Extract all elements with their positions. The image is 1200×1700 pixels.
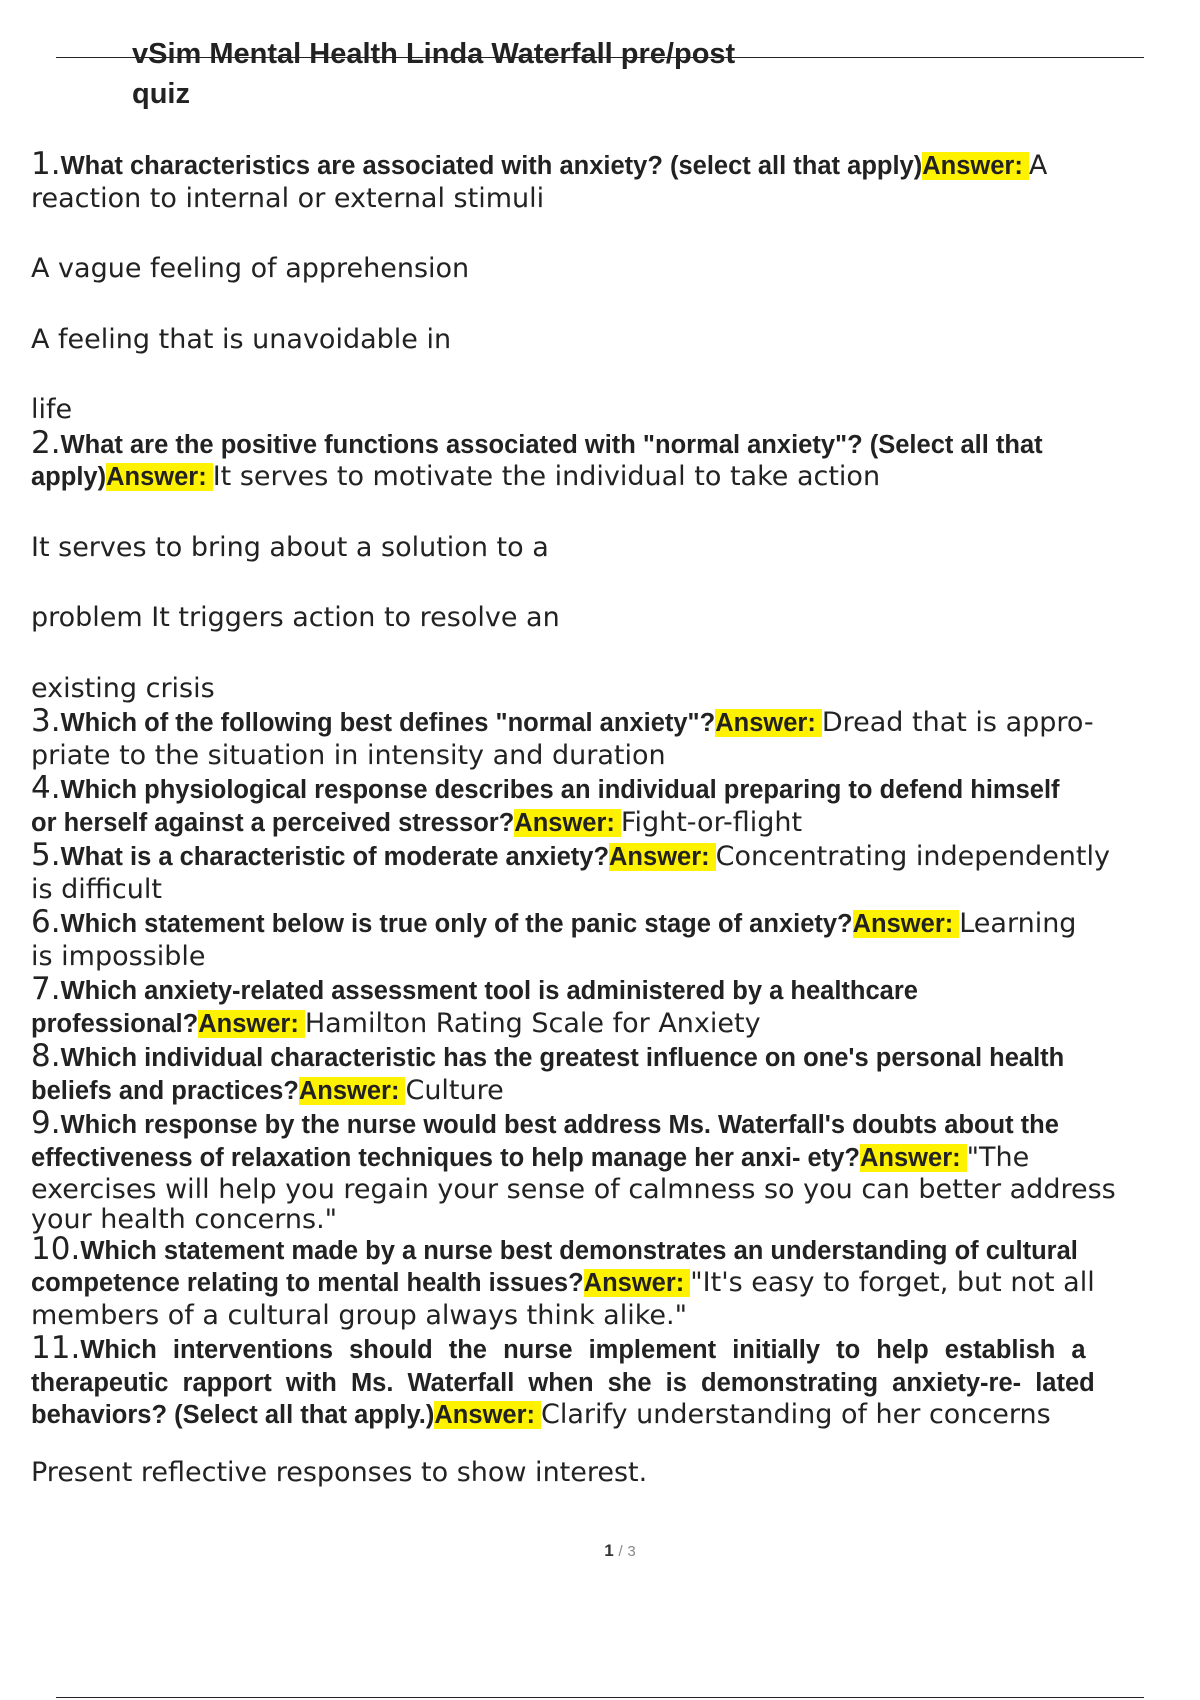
answer-line: life: [31, 394, 73, 425]
question-text: competence relating to mental health issues?: [31, 1269, 584, 1297]
title-line-2: quiz: [132, 78, 190, 110]
question-text: Which individual characteristic has the greatest influence on one's personal health: [60, 1044, 1065, 1072]
answer-text: Dread that is appro-: [821, 707, 1094, 738]
answer-label: Answer:: [860, 1144, 967, 1172]
answer-label: Answer:: [922, 152, 1029, 180]
answer-line: members of a cultural group always think alike.": [31, 1299, 688, 1331]
answer-line: problem It triggers action to resolve an: [31, 602, 560, 633]
question-number: 2.: [31, 426, 61, 461]
question-11: [31, 1332, 1200, 1367]
answer-text: "The: [966, 1141, 1030, 1173]
question-text: What is a characteristic of moderate anxiety?: [60, 843, 610, 871]
question-number: 10.: [31, 1232, 81, 1267]
question-number: 11.: [31, 1332, 81, 1366]
answer-text: Fight-or-flight: [620, 806, 803, 838]
answer-label: Answer:: [715, 709, 822, 737]
quiz-content: [31, 148, 1200, 1489]
answer-label: Answer:: [584, 1269, 691, 1297]
answer-label: Answer:: [609, 843, 716, 871]
question-number: 3.: [31, 705, 61, 739]
question-number: 7.: [31, 973, 61, 1007]
question-text: What characteristics are associated with anxiety? (select all that apply): [60, 152, 923, 180]
question-5: [31, 839, 1200, 874]
question-text: Which statement below is true only of the panic stage of anxiety?: [60, 910, 853, 938]
question-1: [31, 148, 1200, 183]
question-text: beliefs and practices?: [31, 1076, 299, 1105]
footer-rule: [56, 1697, 1144, 1698]
question-text: Which physiological response describes an individual preparing to defend himself: [60, 776, 1060, 804]
answer-line: is impossible: [31, 940, 206, 972]
answer-text: It serves to motivate the individual to take action: [212, 461, 881, 492]
question-text: Which statement made by a nurse best demonstrates an understanding of cultural: [80, 1236, 1078, 1265]
question-4: [31, 772, 1200, 807]
answer-label: Answer:: [514, 809, 621, 837]
answer-line: is difficult: [31, 873, 162, 905]
question-8: [31, 1040, 1200, 1075]
answer-line: existing crisis: [31, 672, 215, 704]
answer-label: Answer:: [299, 1077, 406, 1105]
page-separator: /: [618, 1543, 623, 1560]
question-text: Which of the following best defines "normal anxiety"?: [60, 709, 716, 737]
answer-label: Answer:: [198, 1010, 305, 1038]
question-text: Which interventions should the nurse implement initially to help establish a: [80, 1336, 1086, 1364]
question-9: [31, 1107, 1200, 1142]
answer-line: A vague feeling of apprehension: [31, 253, 470, 284]
question-text: or herself against a perceived stressor?: [31, 808, 515, 837]
total-pages: 3: [627, 1543, 636, 1560]
answer-line: priate to the situation in intensity and duration: [31, 739, 666, 771]
answer-text: Hamilton Rating Scale for Anxiety: [304, 1007, 761, 1039]
answer-text: Culture: [405, 1074, 504, 1106]
answer-line: A feeling that is unavoidable in: [31, 323, 452, 355]
question-3: [31, 705, 1200, 740]
answer-label: Answer:: [434, 1401, 541, 1429]
answer-text: Concentrating independently: [715, 841, 1110, 872]
answer-line: reaction to internal or external stimuli: [31, 182, 545, 214]
question-number: 1.: [31, 148, 61, 182]
question-number: 5.: [31, 839, 61, 873]
answer-text: Clarify understanding of her concerns: [541, 1399, 1051, 1430]
answer-line: It serves to bring about a solution to a: [31, 531, 549, 563]
answer-label: Answer:: [106, 463, 213, 491]
question-number: 4.: [31, 772, 61, 806]
question-number: 9.: [31, 1107, 61, 1141]
answer-text: A: [1028, 150, 1048, 181]
question-text: professional?: [31, 1009, 199, 1038]
question-number: 8.: [31, 1040, 61, 1074]
question-text: Which response by the nurse would best address Ms. Waterfall's doubts about the: [60, 1111, 1059, 1139]
question-7: [31, 973, 1200, 1008]
current-page: 1: [604, 1541, 614, 1560]
answer-line: Present reflective responses to show interest.: [31, 1456, 648, 1488]
question-6: [31, 906, 1200, 941]
question-text: therapeutic rapport with Ms. Waterfall when she is demonstrating anxiety-re- lated: [31, 1368, 1095, 1397]
question-number: 6.: [31, 906, 61, 940]
answer-text: Learning: [959, 908, 1077, 939]
question-text: effectiveness of relaxation techniques to help manage her anxi- ety?: [31, 1143, 860, 1172]
answer-line: exercises will help you regain your sense of calmness so you can better address: [31, 1174, 1116, 1205]
answer-text: "It's easy to forget, but not all: [690, 1267, 1095, 1298]
question-text: Which anxiety-related assessment tool is administered by a healthcare: [60, 977, 918, 1005]
question-10: [31, 1233, 1200, 1268]
question-2: [31, 427, 1200, 462]
answer-line: your health concerns.": [31, 1203, 338, 1235]
document-title: [132, 34, 1032, 114]
question-text: apply): [31, 463, 107, 491]
title-line-1: vSim Mental Health Linda Waterfall pre/post: [132, 38, 736, 70]
page-indicator: [0, 1541, 1200, 1561]
question-text: behaviors? (Select all that apply.): [31, 1401, 435, 1429]
answer-label: Answer:: [853, 910, 960, 938]
question-text: What are the positive functions associated with "normal anxiety"? (Select all that: [60, 430, 1043, 459]
